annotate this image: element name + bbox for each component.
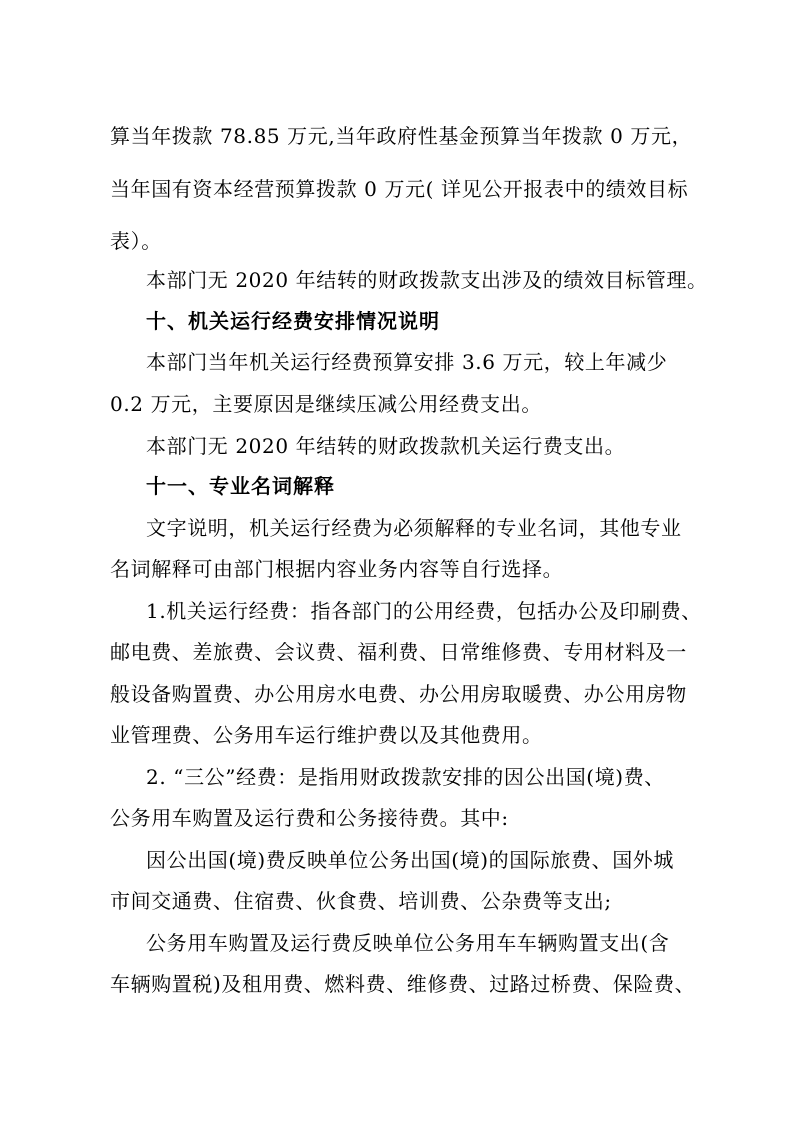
paragraph-line: 公务用车购置及运行费和公务接待费。其中: <box>110 806 509 830</box>
section-heading: 十一、专业名词解释 <box>146 474 335 498</box>
paragraph-line: 算当年拨款 78.85 万元,当年政府性基金预算当年拨款 0 万元， <box>110 124 693 148</box>
paragraph-line: 表）。 <box>110 229 162 253</box>
paragraph-line: 本部门无 2020 年结转的财政拨款机关运行费支出。 <box>146 434 626 458</box>
paragraph-line: 车辆购置税)及租用费、燃料费、维修费、过路过桥费、保险费、 <box>110 972 696 996</box>
paragraph-line: 公务用车购置及运行费反映单位公务用车车辆购置支出(含 <box>146 931 670 955</box>
paragraph-line: 名词解释可由部门根据内容业务内容等自行选择。 <box>110 557 564 581</box>
paragraph-line: 0.2 万元，主要原因是继续压减公用经费支出。 <box>110 392 542 416</box>
paragraph-line: 业管理费、公务用车运行维护费以及其他费用。 <box>110 723 543 747</box>
paragraph-line: 本部门无 2020 年结转的财政拨款支出涉及的绩效目标管理。 <box>146 268 708 292</box>
paragraph-line: 1.机关运行经费：指各部门的公用经费，包括办公及印刷费、 <box>146 599 702 623</box>
paragraph-line: 文字说明，机关运行经费为必须解释的专业名词，其他专业 <box>146 516 682 540</box>
paragraph-line: 2. “三公”经费：是指用财政拨款安排的因公出国(境)费、 <box>146 765 665 789</box>
paragraph-line: 本部门当年机关运行经费预算安排 3.6 万元，较上年减少 <box>146 350 668 374</box>
paragraph-line: 市间交通费、住宿费、伙食费、培训费、公杂费等支出; <box>110 889 612 913</box>
paragraph-line: 因公出国(境)费反映单位公务出国(境)的国际旅费、国外城 <box>146 848 675 872</box>
section-heading: 十、机关运行经费安排情况说明 <box>146 309 440 333</box>
paragraph-line: 邮电费、差旅费、会议费、福利费、日常维修费、专用材料及一 <box>110 640 687 664</box>
paragraph-line: 当年国有资本经营预算拨款 0 万元( 详见公开报表中的绩效目标 <box>110 177 689 201</box>
paragraph-line: 般设备购置费、办公用房水电费、办公用房取暖费、办公用房物 <box>110 682 687 706</box>
